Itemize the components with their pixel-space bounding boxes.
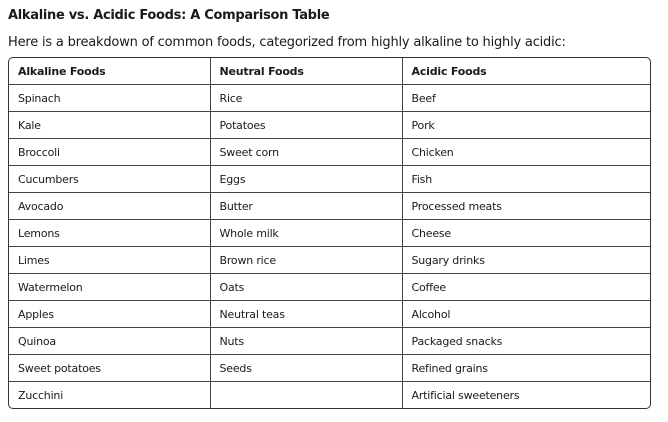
table-row — [9, 166, 650, 193]
cell-neutral: Whole milk — [210, 220, 402, 247]
cell-neutral: Rice — [210, 85, 402, 112]
cell-neutral: Butter — [210, 193, 402, 220]
cell-acidic: Sugary drinks — [402, 247, 650, 274]
table-row — [9, 112, 650, 139]
table-row — [9, 247, 650, 274]
cell-acidic: Processed meats — [402, 193, 650, 220]
table-row — [9, 139, 650, 166]
cell-neutral: Brown rice — [210, 247, 402, 274]
cell-neutral — [210, 382, 402, 409]
cell-acidic: Chicken — [402, 139, 650, 166]
cell-alkaline: Kale — [9, 112, 210, 139]
intro-paragraph: Here is a breakdown of common foods, categorized from highly alkaline to highly acidic: — [8, 35, 566, 50]
table-row — [9, 220, 650, 247]
cell-neutral: Sweet corn — [210, 139, 402, 166]
cell-alkaline: Apples — [9, 301, 210, 328]
table-row — [9, 301, 650, 328]
cell-alkaline: Limes — [9, 247, 210, 274]
header-neutral: Neutral Foods — [210, 58, 402, 85]
cell-alkaline: Broccoli — [9, 139, 210, 166]
cell-acidic: Cheese — [402, 220, 650, 247]
cell-acidic: Artificial sweeteners — [411, 388, 520, 402]
comparison-table-container — [8, 57, 651, 409]
cell-acidic: Alcohol — [402, 301, 650, 328]
table-body — [9, 85, 650, 409]
table-row — [9, 328, 650, 355]
header-alkaline: Alkaline Foods — [9, 58, 210, 85]
cell-alkaline: Quinoa — [9, 328, 210, 355]
table-row — [9, 193, 650, 220]
cell-neutral: Neutral teas — [210, 301, 402, 328]
cell-alkaline: Watermelon — [9, 274, 210, 301]
cell-neutral: Oats — [210, 274, 402, 301]
table-row — [9, 382, 650, 409]
cell-alkaline: Lemons — [9, 220, 210, 247]
cell-neutral: Seeds — [210, 355, 402, 382]
table-row — [9, 274, 650, 301]
cell-alkaline: Avocado — [9, 193, 210, 220]
cell-alkaline: Zucchini — [9, 382, 210, 409]
page-title: Alkaline vs. Acidic Foods: A Comparison Table — [8, 8, 330, 23]
comparison-table — [9, 58, 650, 408]
table-header-row — [9, 58, 650, 85]
cell-acidic: Pork — [402, 112, 650, 139]
cell-alkaline: Sweet potatoes — [9, 355, 210, 382]
cell-alkaline: Spinach — [9, 85, 210, 112]
cell-acidic: Fish — [402, 166, 650, 193]
cell-alkaline: Cucumbers — [9, 166, 210, 193]
cell-acidic: Coffee — [402, 274, 650, 301]
cell-acidic: Packaged snacks — [402, 328, 650, 355]
table-row — [9, 355, 650, 382]
cell-acidic: Refined grains — [402, 355, 650, 382]
table-row — [9, 85, 650, 112]
cell-neutral: Eggs — [210, 166, 402, 193]
cell-acidic: Beef — [402, 85, 650, 112]
cell-neutral: Potatoes — [210, 112, 402, 139]
cell-neutral: Nuts — [210, 328, 402, 355]
header-acidic: Acidic Foods — [402, 58, 650, 85]
